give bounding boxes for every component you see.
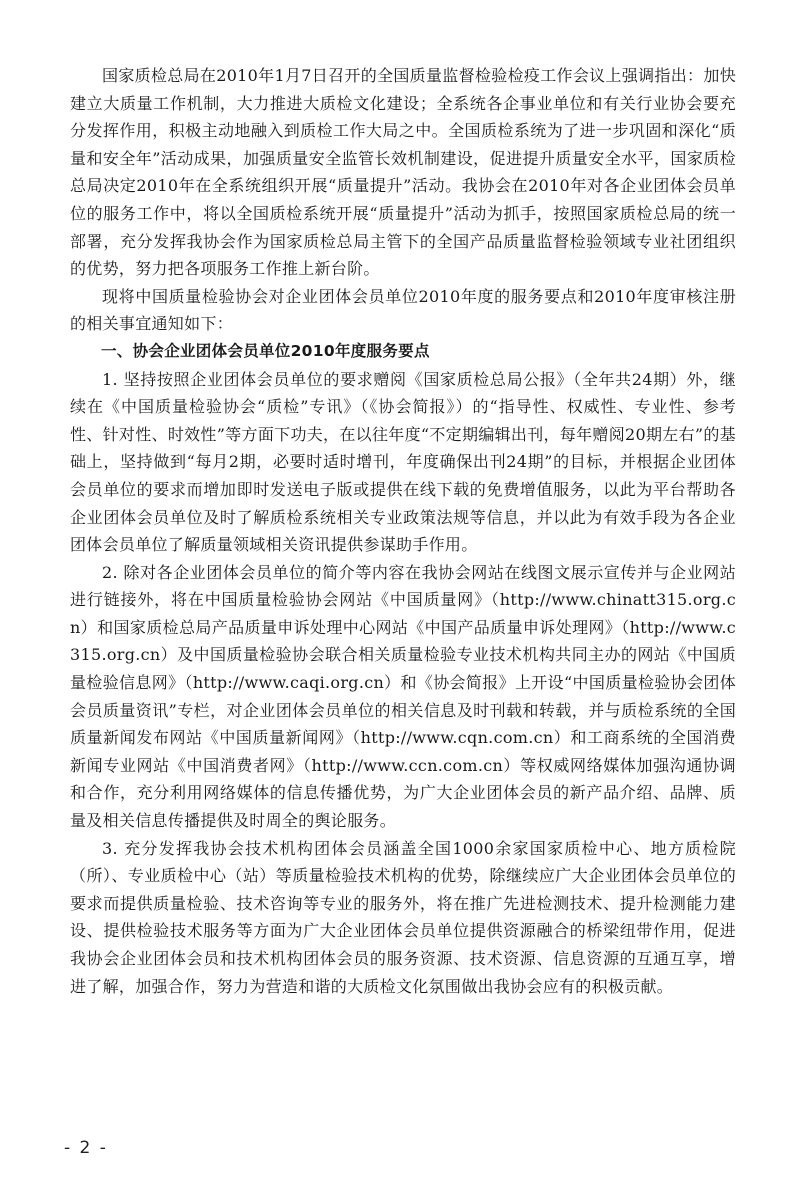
intro-paragraph: 国家质检总局在2010年1月7日召开的全国质量监督检验检疫工作会议上强调指出：加快建立大质量工作机制，大力推进大质检文化建设；全系统各企事业单位和有关行业协会要充分发挥作用，积极主动地融入到质检工作大局之中。全国质检系统为了进一步巩固和深化“质量和安全年”活动成果，加强质量安全监管长效机制建设，促进提升质量安全水平，国家质检总局决定2010年在全系统组织开展“质量提升”活动。我协会在2010年对各企业团体会员单位的服务工作中，将以全国质检系统开展“质量提升”活动为抓手，按照国家质检总局的统一部署，充分发挥我协会作为国家质检总局主管下的全国产品质量监督检验领域专业社团组织的优势，努力把各项服务工作推上新台阶。	[70, 66, 736, 279]
service-item-1: 1. 坚持按照企业团体会员单位的要求赠阅《国家质检总局公报》（全年共24期）外，继续在《中国质量检验协会“质检”专讯》（《协会简报》）的“指导性、权威性、专业性、参考性、针对性、时效性”等方面下功夫，在以往年度“不定期编辑出刊，每年赠阅20期左右”的基础上，坚持做到“每月2期，必要时适时增刊，年度确保出刊24期”的目标，并根据企业团体会员单位的要求而增加即时发送电子版或提供在线下载的免费增值服务，以此为平台帮助各企业团体会员单位及时了解质检系统相关专业政策法规等信息，并以此为有效手段为各企业团体会员单位了解质量领域相关资讯提供参谋助手作用。	[70, 369, 736, 555]
page-number: - 2 -	[64, 1138, 108, 1158]
service-item-3: 3. 充分发挥我协会技术机构团体会员涵盖全国1000余家国家质检中心、地方质检院（所）、专业质检中心（站）等质量检验技术机构的优势，除继续应广大企业团体会员单位的要求而提供质量检验、技术咨询等专业的服务外，将在推广先进检测技术、提升检测能力建设、提供检验技术服务等方面为广大企业团体会员单位提供资源融合的桥梁纽带作用，促进我协会企业团体会员和技术机构团体会员的服务资源、技术资源、信息资源的互通互享，增进了解，加强合作，努力为营造和谐的大质检文化氛围做出我协会应有的积极贡献。	[70, 838, 736, 996]
section-heading: 一、协会企业团体会员单位2010年度服务要点	[101, 341, 430, 360]
notice-paragraph: 现将中国质量检验协会对企业团体会员单位2010年度的服务要点和2010年度审核注册的相关事宜通知如下：	[70, 286, 736, 334]
service-item-2: 2. 除对各企业团体会员单位的简介等内容在我协会网站在线图文展示宣传并与企业网站进行链接外，将在中国质量检验协会网站《中国质量网》（http://www.chinatt315.org.cn）和国家质检总局产品质量申诉处理中心网站《中国产品质量申诉处理网》（http://www.c315.org.cn）及中国质量检验协会联合相关质量检验专业技术机构共同主办的网站《中国质量检验信息网》（http://www.caqi.org.cn）和《协会简报》上开设“中国质量检验协会团体会员质量资讯”专栏，对企业团体会员单位的相关信息及时刊载和转载，并与质检系统的全国质量新闻发布网站《中国质量新闻网》（http://www.cqn.com.cn）和工商系统的全国消费新闻专业网站《中国消费者网》（http://www.ccn.com.cn）等权威网络媒体加强沟通协调和合作，充分利用网络媒体的信息传播优势，为广大企业团体会员的新产品介绍、品牌、质量及相关信息传播提供及时周全的舆论服务。	[70, 562, 736, 831]
